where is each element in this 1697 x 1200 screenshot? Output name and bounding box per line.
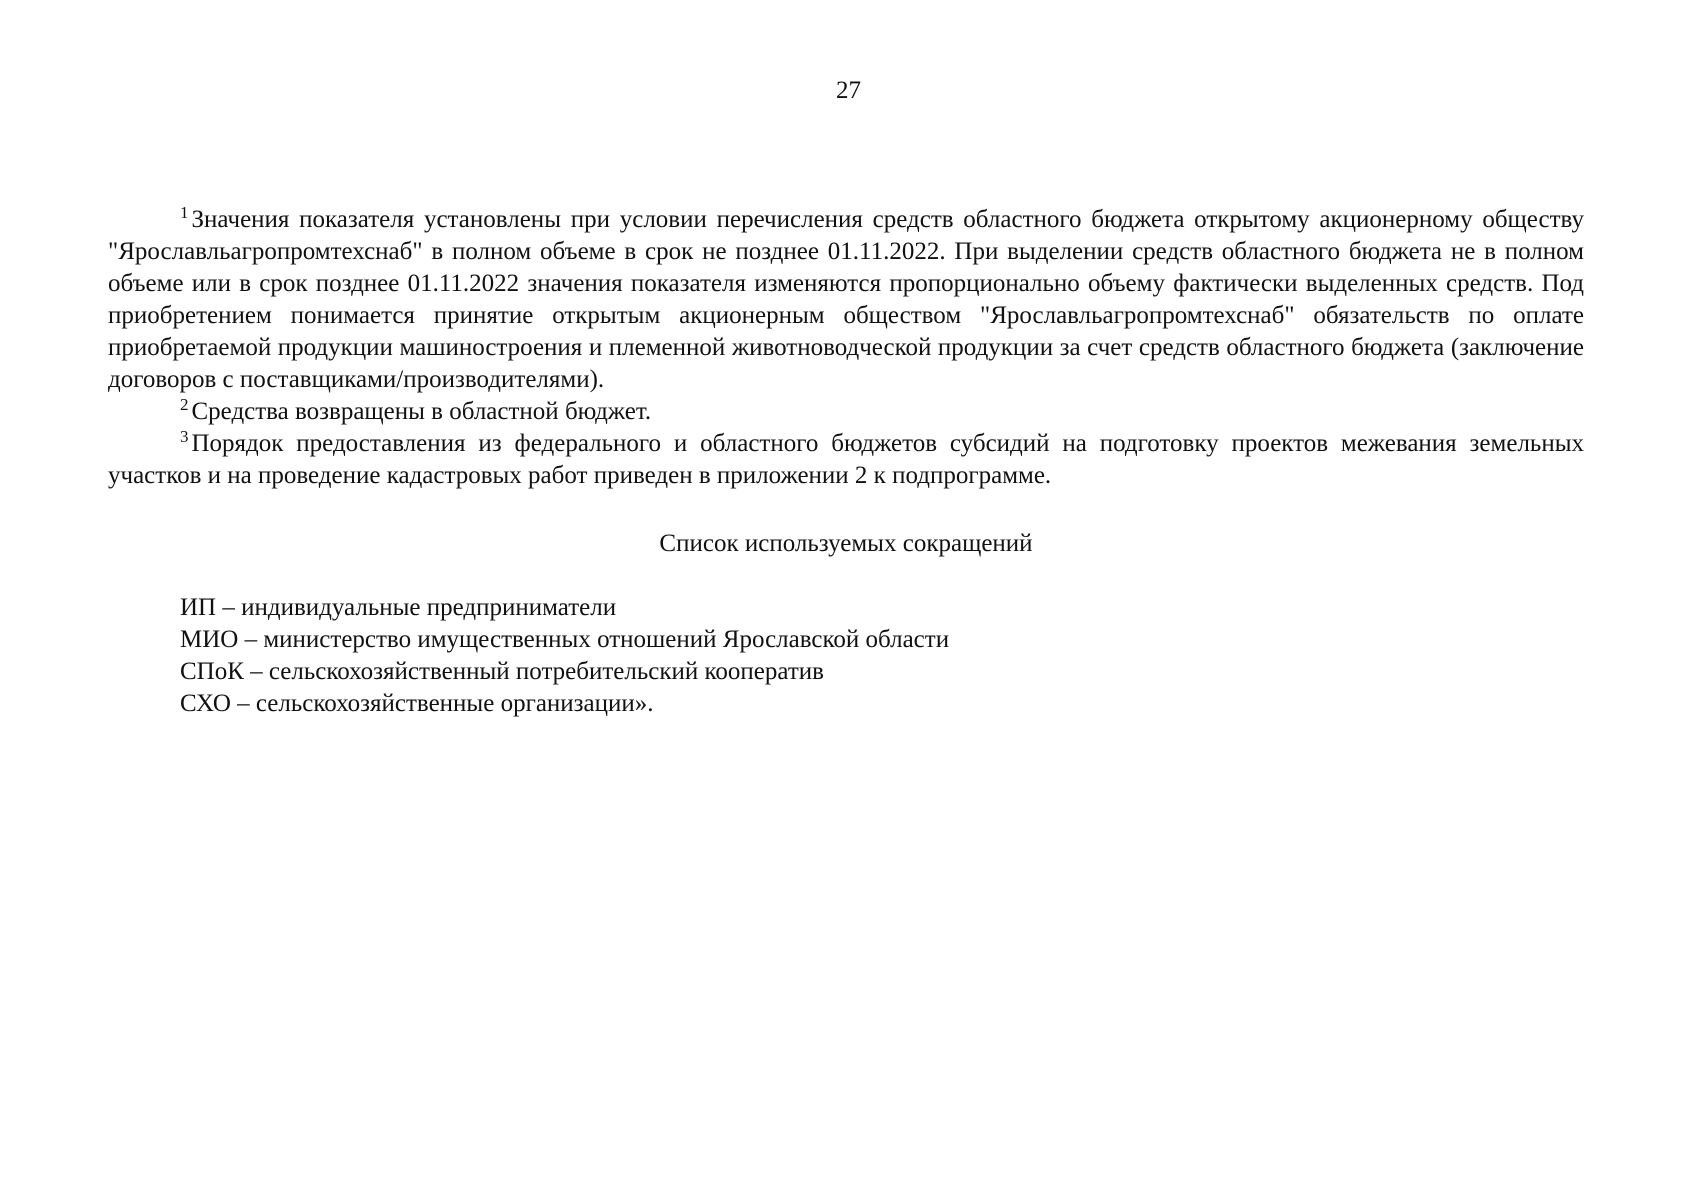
- abbreviation-item: СХО – сельскохозяйственные организации».: [180, 690, 654, 717]
- footnote-marker: 2: [180, 395, 189, 414]
- abbreviation-item: МИО – министерство имущественных отношений Ярославской области: [180, 626, 950, 653]
- document-body: [108, 204, 1584, 720]
- footnote-text: Значения показателя установлены при условии перечисления средств областного бюджета открытому акционерному обществу "Ярославльагропромтехснаб" в полном объеме в срок не позднее 01.11.2022. При выделении средств областного бюджета не в полном объеме или в срок позднее 01.11.2022 значения показателя изменяются пропорционально объему фактически выделенных средств. Под приобретением понимается принятие открытым акционерным обществом "Ярославльагропромтехснаб" обязательств по оплате приобретаемой продукции машиностроения и племенной животноводческой продукции за счет средств областного бюджета (заключение договоров с поставщиками/производителями).: [108, 206, 1584, 393]
- abbreviation-item: СПоК – сельскохозяйственный потребительский кооператив: [180, 658, 824, 685]
- footnote-2: [108, 396, 1584, 428]
- footnote-text: Средства возвращены в областной бюджет.: [191, 398, 652, 425]
- footnote-1: [108, 204, 1584, 396]
- abbreviations-heading: Список используемых сокращений: [659, 530, 1033, 557]
- footnote-marker: 1: [180, 203, 189, 222]
- abbreviation-item: ИП – индивидуальные предприниматели: [180, 594, 617, 621]
- footnote-text: Порядок предоставления из федерального и областного бюджетов субсидий на подготовку проектов межевания земельных участков и на проведение кадастровых работ приведен в приложении 2 к подпрограмме.: [108, 430, 1584, 489]
- footnote-marker: 3: [180, 427, 189, 446]
- footnote-3: [108, 428, 1584, 492]
- page-number: 27: [836, 77, 861, 104]
- abbreviations-list: [108, 592, 1584, 720]
